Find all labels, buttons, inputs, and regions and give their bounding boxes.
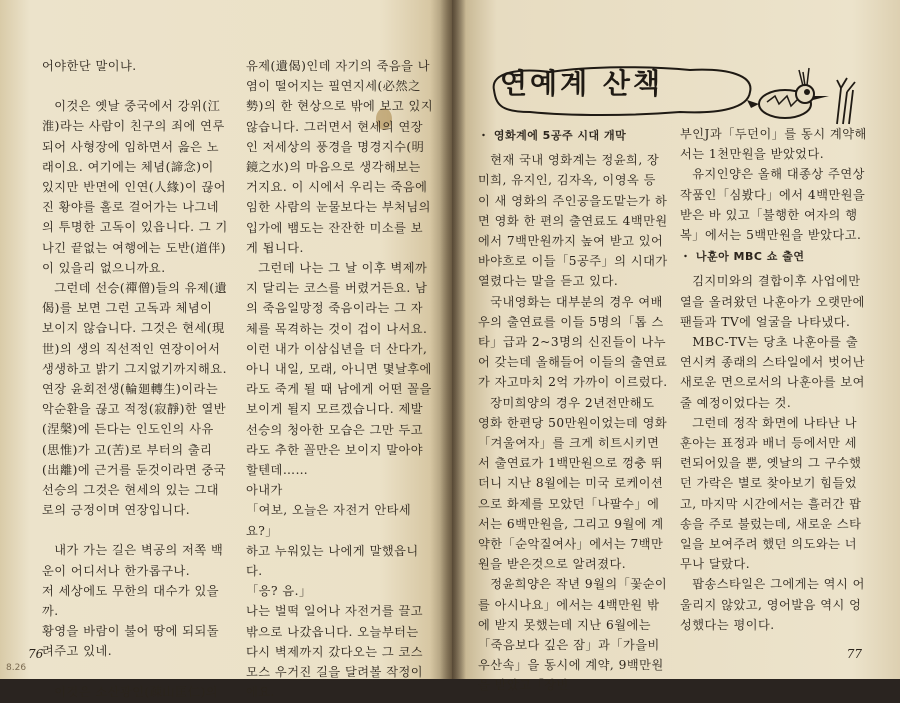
paragraph: 어야한단 말이냐.	[42, 59, 137, 73]
paragraph: 국내영화는 대부분의 경우 여배우의 출연료를 이들 5명의「톱 스타」급과 2~3명의 신진들이 나누어 갖는데 올해들어 이들의 출연료가 자고마치 2억 가까이 이르렀다.	[478, 294, 668, 390]
poem: 내가 가는 길은 벽공의 저쪽 백운이 어디서나 한가롭구나. 저 세상에도 무한의 대수가 있을까. 황영을 바람이 불어 땅에 되되돌려주고 있네.	[42, 543, 224, 659]
paragraph: 김지미와의 결합이후 사업에만 열을 올려왔던 나훈아가 오랫만에 팬들과 TV에 얼굴을 나타냈다.	[680, 274, 865, 329]
bird-illustration	[745, 66, 860, 126]
paragraph: 이것은 옛날 중국에서 강위(江淮)라는 사람이 친구의 죄에 연루되어 사형장에 임하면서 읊은 노래이요. 여기에는 체념(諦念)이 있지만 반면에 인연(人緣)이 끊어진 황야를 홀로 걸어가는 나그네의 투명한 고독이 있읍니다. 그 기나긴 끝없는 여행에는 도반(道伴)이 있을리 없으니까요.	[42, 99, 228, 275]
margin-stamp: 8.26	[6, 663, 27, 673]
paragraph: 이것은 소산광인(疎山匡仁)의	[54, 684, 219, 699]
paragraph: 그런데 선승(禪僧)들의 유제(遺偈)를 보면 그런 고독과 체념이 보이지 않습니다. 그것은 현세(現世)의 생의 직선적인 연장이어서 생생하고 밝기 그지없기까지해요. 연장 윤회전생(輪廻轉生)이라는 악순환을 끊고 적정(寂靜)한 열반(涅槃)에 든다는 인도인의 사유(思惟)가 고(苦)로 부터의 출리(出離)에 근거를 둔것이라면 중국선승의 그것은 현세의 있는 그대로의 긍정이며 연장입니다.	[42, 281, 228, 518]
book-spine	[440, 0, 466, 679]
paragraph: 그런데 정작 화면에 나타난 나훈아는 표정과 배너 등에서만 세련되어있을 뿐, 옛날의 그 구수했던 가락은 별로 찾아보기 힘들었고, 마지막 시간에서는 흘러간 팝송을 주로 불렀는데, 새로운 스타일을 보여주려 했던 의도와는 너무나 달랐다.	[680, 415, 862, 572]
left-column-1	[42, 56, 228, 702]
paragraph: 팝송스타일은 그에게는 역시 어울리지 않았고, 영어발음 역시 엉성했다는 평이다.	[680, 577, 865, 632]
paragraph: 정윤희양은 작년 9월의「꽃순이를 아시나요」에서는 4백만원 밖에 받지 못했는데 지난 6월에는「죽음보다 깊은 잠」과「가을비 우산속」을 동시에 계약, 9백만원을 받았고「장변	[478, 577, 668, 693]
column-title: 연예계 산책	[500, 67, 663, 100]
page-number: 76	[28, 647, 44, 661]
dialogue: 아내가 「여보, 오늘은 자전거 안타세요?」 하고 누워있는 나에게 말했읍니다. 「응? 음.」 나는 벌떡 일어나 자전거를 끌고 밖으로 나갔읍니다. 오늘부터는 다시 벽제까지 갔다오는 그 코스모스 우거진 길을 달려볼 작정이에요.	[246, 483, 424, 700]
section-heading: ・ 영화계에 5공주 시대 개막	[478, 129, 627, 142]
left-column-2	[246, 56, 434, 703]
paragraph: 그런데 나는 그 날 이후 벽제까지 달리는 코스를 버렸거든요. 남의 죽음일망정 죽음이라는 그 자체를 목격하는 것이 겁이 나서요. 이런 내가 이삼십년을 더 산다가, 아니 내일, 모래, 아니면 몇날후에라도 죽게 될 때 남에게 어떤 꼴을 보이게 될지 모르겠습니다. 제발 선승의 청아한 모습은 그만 두고라도 추한 꼴만은 보이지 말아야 할텐데……	[246, 261, 432, 478]
paragraph: 유제(遺偈)인데 자기의 죽음을 나염이 떨어지는 필연지세(必然之勢)의 한 현상으로 밖에 보고 있지 않습니다. 그러면서 현세의 연장인 저세상의 풍경을 명경지수(明鏡之水)의 마음으로 생각해보는 거지요. 이 시에서 우리는 죽음에 임한 사람의 눈물보다는 부처님의 입가에 뱀도는 잔잔한 미소를 보게 됩니다.	[246, 59, 434, 255]
paragraph: 유지인양은 올해 대종상 주연상 작품인「심봤다」에서 4백만원을 받은 바 있고「불행한 여자의 행복」에서는 5백만원을 받았다고.	[680, 167, 866, 243]
paragraph: 현재 국내 영화계는 정윤희, 장미희, 유지인, 김자옥, 이영옥 등이 새 영화의 주인공을도맡는가 하면 영화 한 편의 출연료도 4백만원에서 7백만원까지 높여 받고 있어 바야흐로 이들「5공주」의 시대가 열렸다는 말을 듣고 있다.	[478, 153, 668, 289]
section-heading: ・ 나훈아 MBC 쇼 출연	[680, 250, 805, 264]
right-column-2	[680, 124, 868, 635]
right-column-1	[478, 124, 668, 696]
paragraph: MBC-TV는 당초 나훈아를 출연시켜 종래의 스타일에서 벗어난 새로운 면으로서의 나훈아를 보여줄 예정이었다는 것.	[680, 335, 865, 410]
paragraph: 장미희양의 경우 2년전만해도 영화 한편당 50만원이었는데 영화「겨울여자」를 크게 히트시키면서 출연료가 1백만원으로 껑충 뛰더니 지난 8월에는 미국 로케이션으로 화제를 모았던「나팔수」에서는 6백만원을, 그리고 9월에 계약한「순악질여사」에서는 7백만원을 받은것으로 알려졌다.	[478, 395, 668, 572]
page-number: 77	[846, 647, 862, 661]
paragraph: 부인J과「두던이」를 동시 계약해서는 1천만원을 받았었다.	[680, 127, 867, 162]
